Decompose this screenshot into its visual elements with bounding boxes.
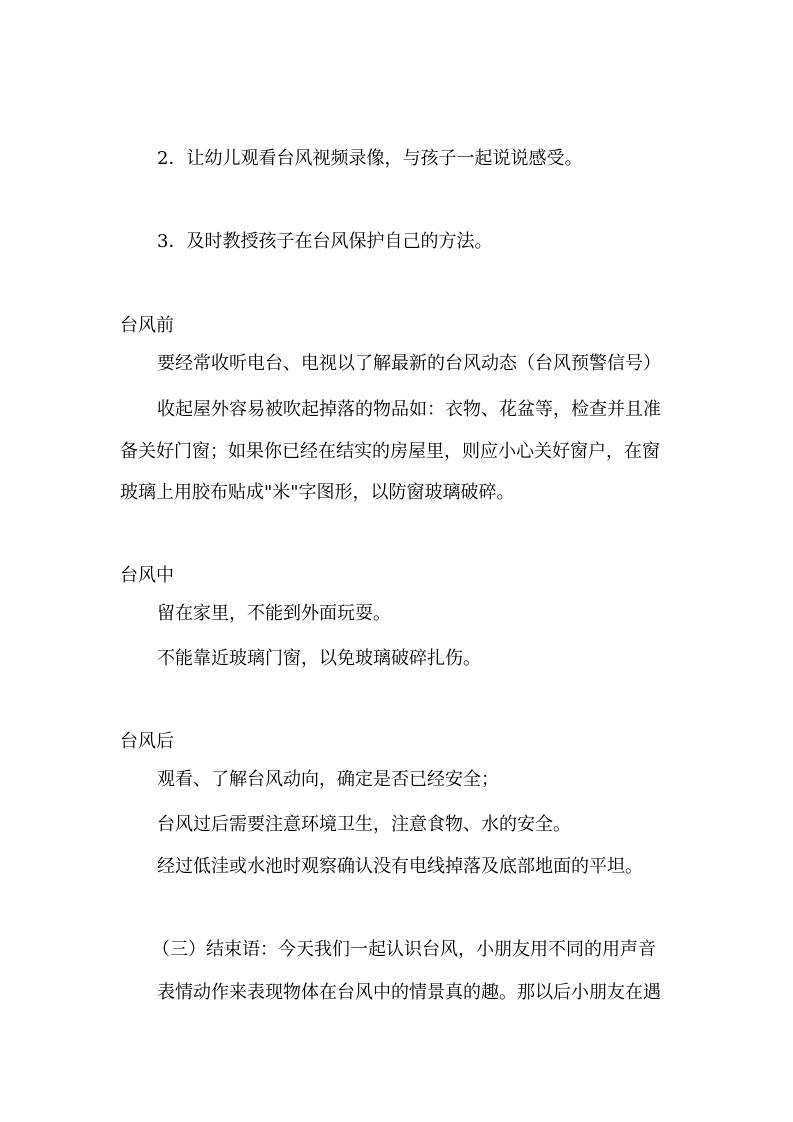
conclusion-line-1: （三）结束语：今天我们一起认识台风，小朋友用不同的用声音 xyxy=(152,939,656,960)
during-line-2: 不能靠近玻璃门窗，以免玻璃破碎扎伤。 xyxy=(157,648,481,669)
after-line-2: 台风过后需要注意环境卫生，注意食物、水的安全。 xyxy=(157,814,571,835)
before-line-4: 玻璃上用胶布贴成"米"字图形，以防窗玻璃破碎。 xyxy=(120,482,515,503)
conclusion-line-2: 表情动作来表现物体在台风中的情景真的趣。那以后小朋友在遇 xyxy=(157,982,661,1003)
section-heading-before: 台风前 xyxy=(120,315,174,336)
after-line-3: 经过低洼或水池时观察确认没有电线掉落及底部地面的平坦。 xyxy=(157,856,643,877)
list-item-3: 3．及时教授孩子在台风保护自己的方法。 xyxy=(157,231,493,252)
during-line-1: 留在家里，不能到外面玩耍。 xyxy=(157,603,391,624)
list-item-2: 2．让幼儿观看台风视频录像，与孩子一起说说感受。 xyxy=(157,148,583,169)
before-line-3: 备关好门窗；如果你已经在结实的房屋里，则应小心关好窗户，在窗 xyxy=(120,441,660,462)
before-line-1: 要经常收听电台、电视以了解最新的台风动态（台风预警信号） xyxy=(157,353,661,374)
after-line-1: 观看、了解台风动向，确定是否已经安全； xyxy=(157,769,499,790)
before-line-2: 收起屋外容易被吹起掉落的物品如：衣物、花盆等，检查并且准 xyxy=(157,399,661,420)
section-heading-during: 台风中 xyxy=(120,565,174,586)
section-heading-after: 台风后 xyxy=(120,731,174,752)
